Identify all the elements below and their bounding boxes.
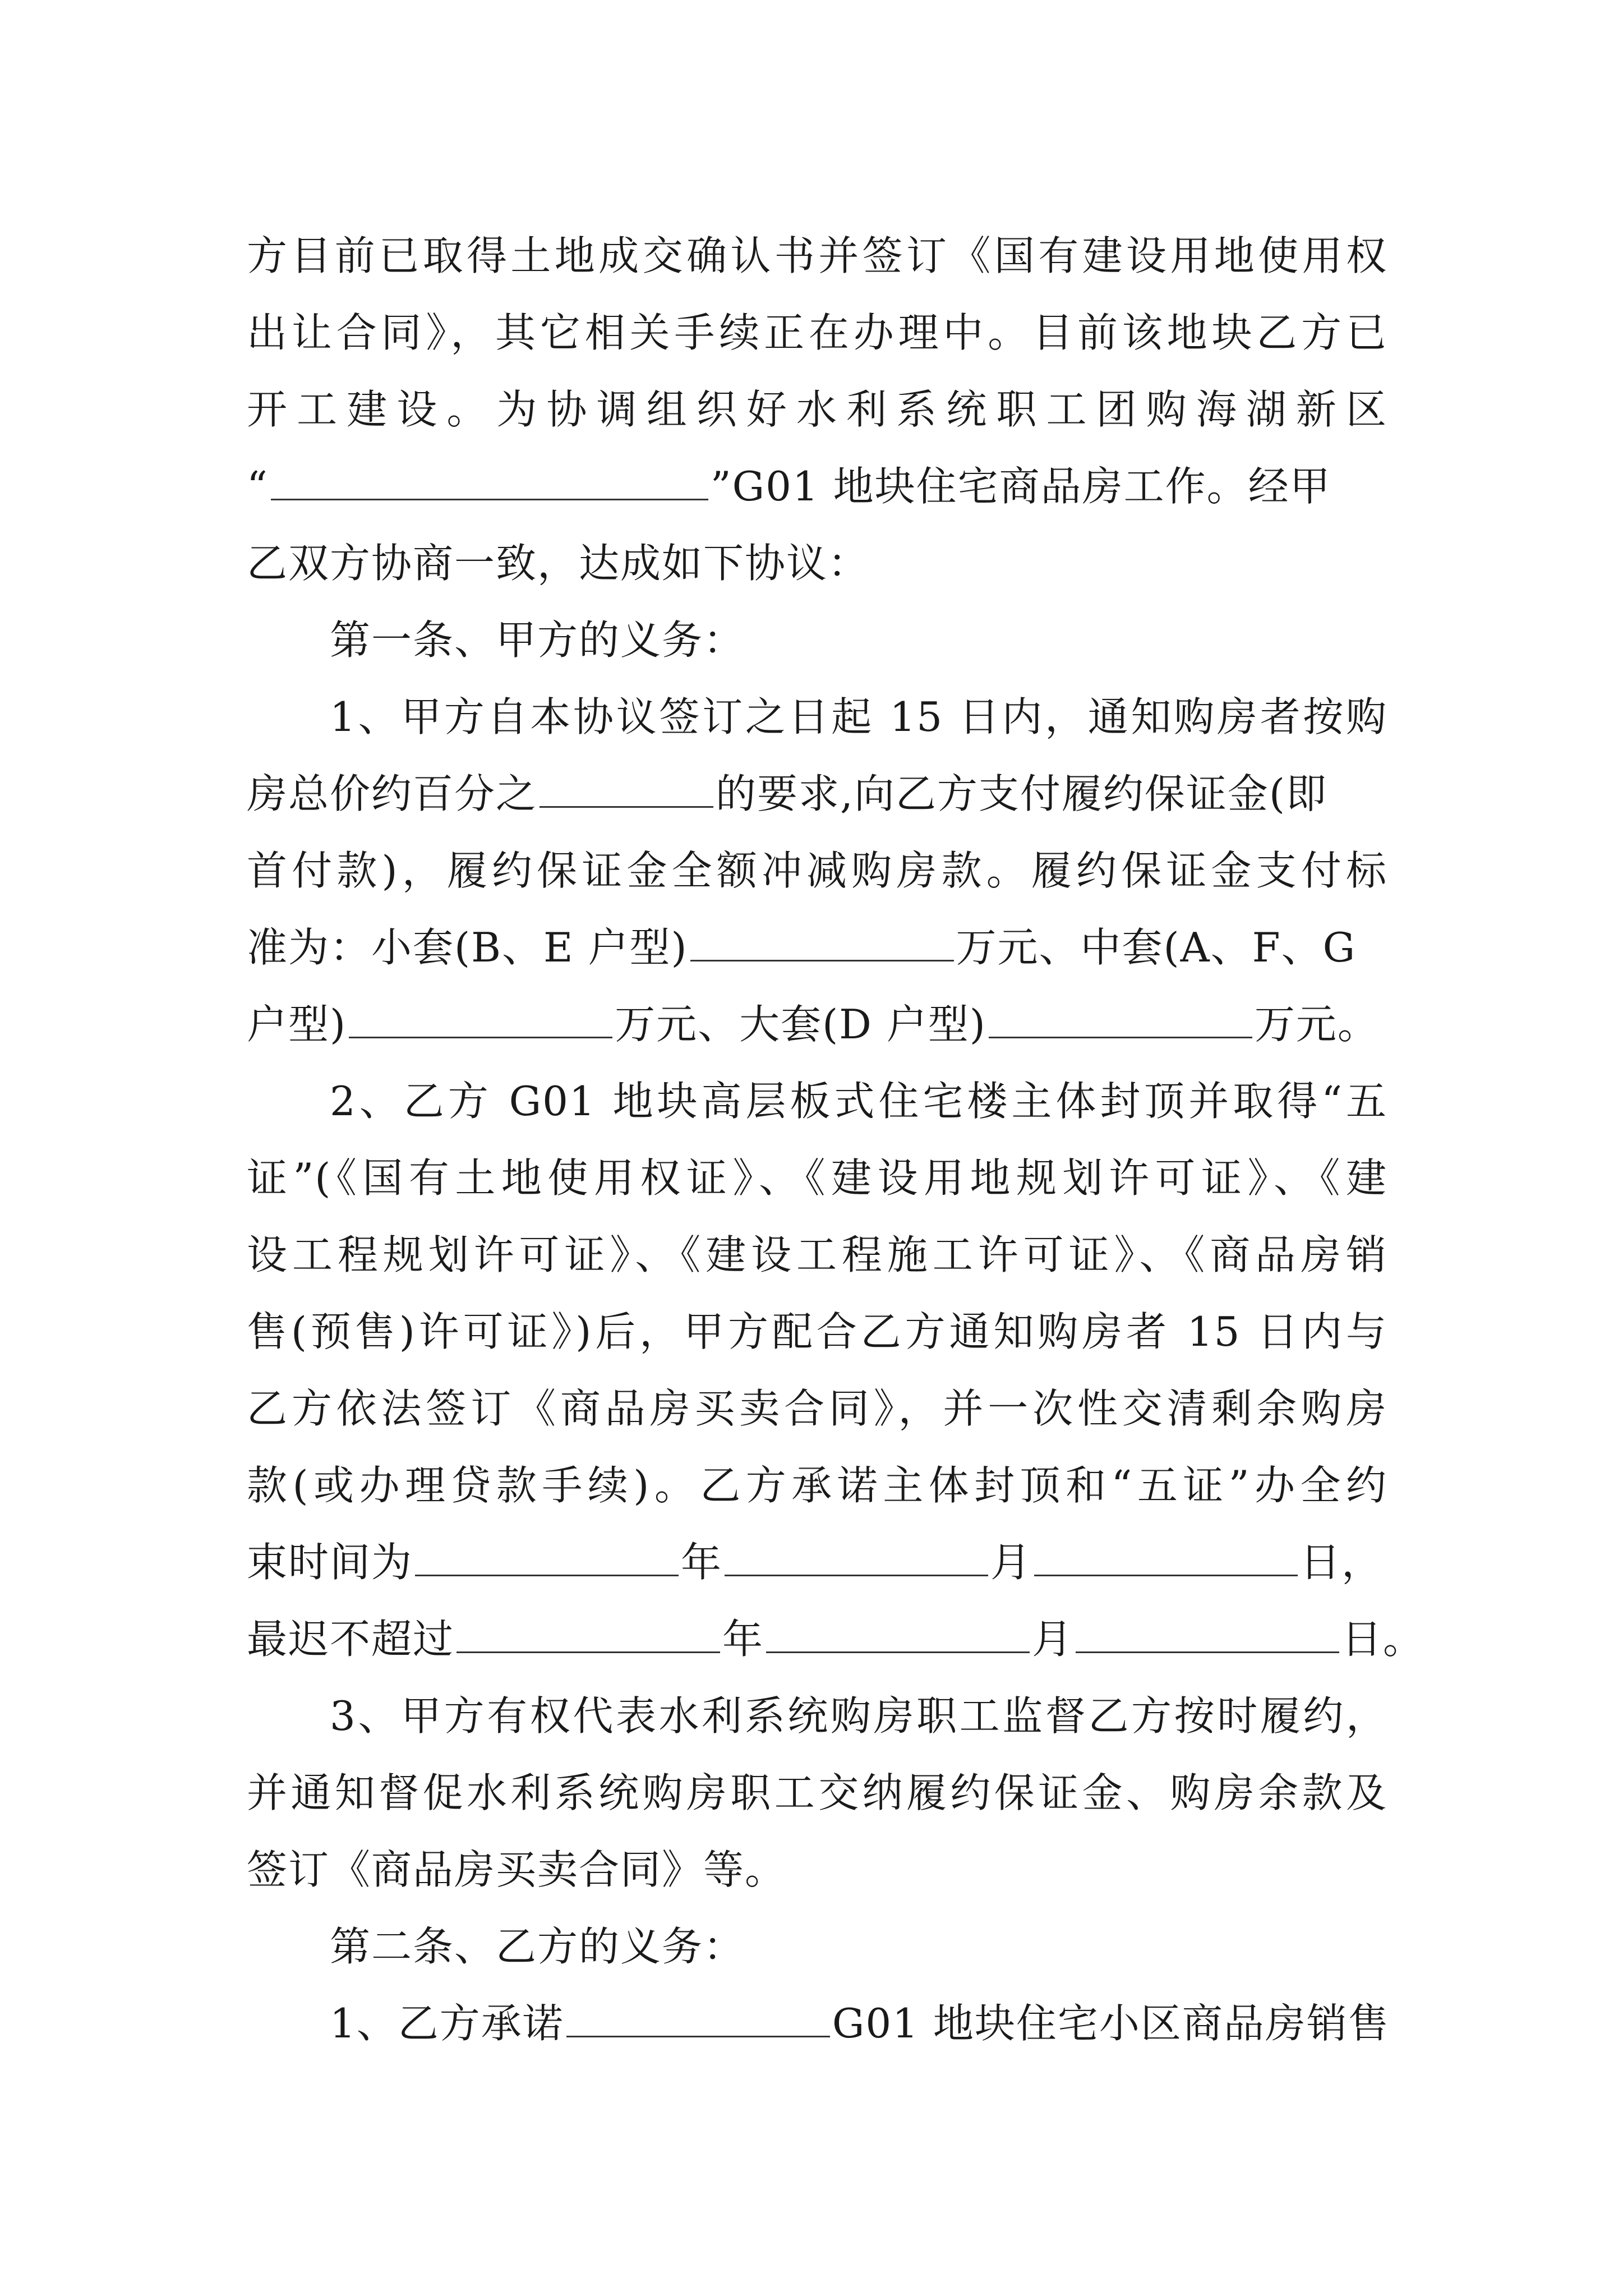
line-segment: “ [247, 463, 269, 510]
text-line: 1、甲方自本协议签订之日起 15 日内，通知购房者按购 [330, 693, 1387, 740]
line-segment: 万元、中套(A、F、G [956, 924, 1357, 971]
line-segment: 日， [1300, 1539, 1384, 1586]
line-segment: 户型) [247, 1001, 347, 1048]
fill-blank[interactable] [690, 921, 954, 961]
text-line: 方目前已取得土地成交确认书并签订《国有建设用地使用权 [247, 232, 1387, 279]
fill-blank[interactable] [271, 459, 708, 500]
text-line: 证”(《国有土地使用权证》、《建设用地规划许可证》、《建 [247, 1154, 1387, 1202]
text-line: 款(或办理贷款手续)。乙方承诺主体封顶和“五证”办全约 [247, 1462, 1387, 1509]
line-segment: 月 [1032, 1616, 1074, 1663]
line-segment: ”G01 地块住宅商品房工作。经甲 [710, 463, 1331, 510]
line-segment: 房总价约百分之 [247, 770, 538, 817]
fill-blank[interactable] [349, 997, 612, 1038]
text-line: 乙双方协商一致，达成如下协议： [247, 540, 870, 587]
line-segment: 1、乙方承诺 [330, 2000, 564, 2047]
line-segment: 万元、大套(D 户型) [615, 1001, 986, 1048]
fill-blank[interactable] [766, 1612, 1030, 1653]
line-segment: 万元。 [1254, 1001, 1379, 1048]
line-segment: G01 地块住宅小区商品房销售 [832, 2000, 1390, 2047]
line-segment: 年 [722, 1616, 764, 1663]
fill-blank[interactable] [989, 997, 1252, 1038]
text-line [247, 1524, 1387, 1601]
fill-blank[interactable] [566, 1996, 830, 2037]
line-segment: 最迟不超过 [247, 1616, 455, 1663]
text-line: 并通知督促水利系统购房职工交纳履约保证金、购房余款及 [247, 1769, 1387, 1816]
section-heading: 第一条、甲方的义务： [330, 616, 745, 664]
line-segment: 日。 [1341, 1616, 1425, 1663]
line-segment: 束时间为 [247, 1539, 413, 1586]
line-segment: 月 [990, 1539, 1032, 1586]
text-line: 3、甲方有权代表水利系统购房职工监督乙方按时履约， [330, 1692, 1387, 1740]
contract-body [247, 218, 1425, 2062]
fill-blank[interactable] [1034, 1535, 1298, 1576]
text-line: 2、乙方 G01 地块高层板式住宅楼主体封顶并取得“五 [330, 1078, 1387, 1125]
text-line [247, 1601, 1425, 1678]
text-line: 售(预售)许可证》)后，甲方配合乙方通知购房者 15 日内与 [247, 1308, 1387, 1355]
line-segment: 年 [681, 1539, 723, 1586]
fill-blank[interactable] [725, 1535, 988, 1576]
text-line: 出让合同》，其它相关手续正在办理中。目前该地块乙方已 [247, 309, 1387, 356]
fill-blank[interactable] [457, 1612, 720, 1653]
text-line [247, 986, 1387, 1063]
text-line [247, 448, 1387, 525]
text-line [247, 909, 1387, 986]
fill-blank[interactable] [540, 767, 713, 808]
line-segment: 准为：小套(B、E 户型) [247, 924, 688, 971]
fill-blank[interactable] [1076, 1612, 1339, 1653]
text-line: 首付款)，履约保证金全额冲减购房款。履约保证金支付标 [247, 847, 1387, 894]
section-heading: 第二条、乙方的义务： [330, 1923, 745, 1970]
text-line: 设工程规划许可证》、《建设工程施工许可证》、《商品房销 [247, 1231, 1387, 1278]
text-line [247, 1985, 1390, 2062]
line-segment: 的要求,向乙方支付履约保证金(即 [716, 770, 1327, 817]
text-line: 乙方依法签订《商品房买卖合同》，并一次性交清剩余购房 [247, 1385, 1387, 1432]
text-line: 开工建设。为协调组织好水利系统职工团购海湖新区 [247, 386, 1387, 433]
fill-blank[interactable] [415, 1535, 679, 1576]
text-line: 签订《商品房买卖合同》等。 [247, 1846, 787, 1893]
text-line [247, 756, 1387, 832]
